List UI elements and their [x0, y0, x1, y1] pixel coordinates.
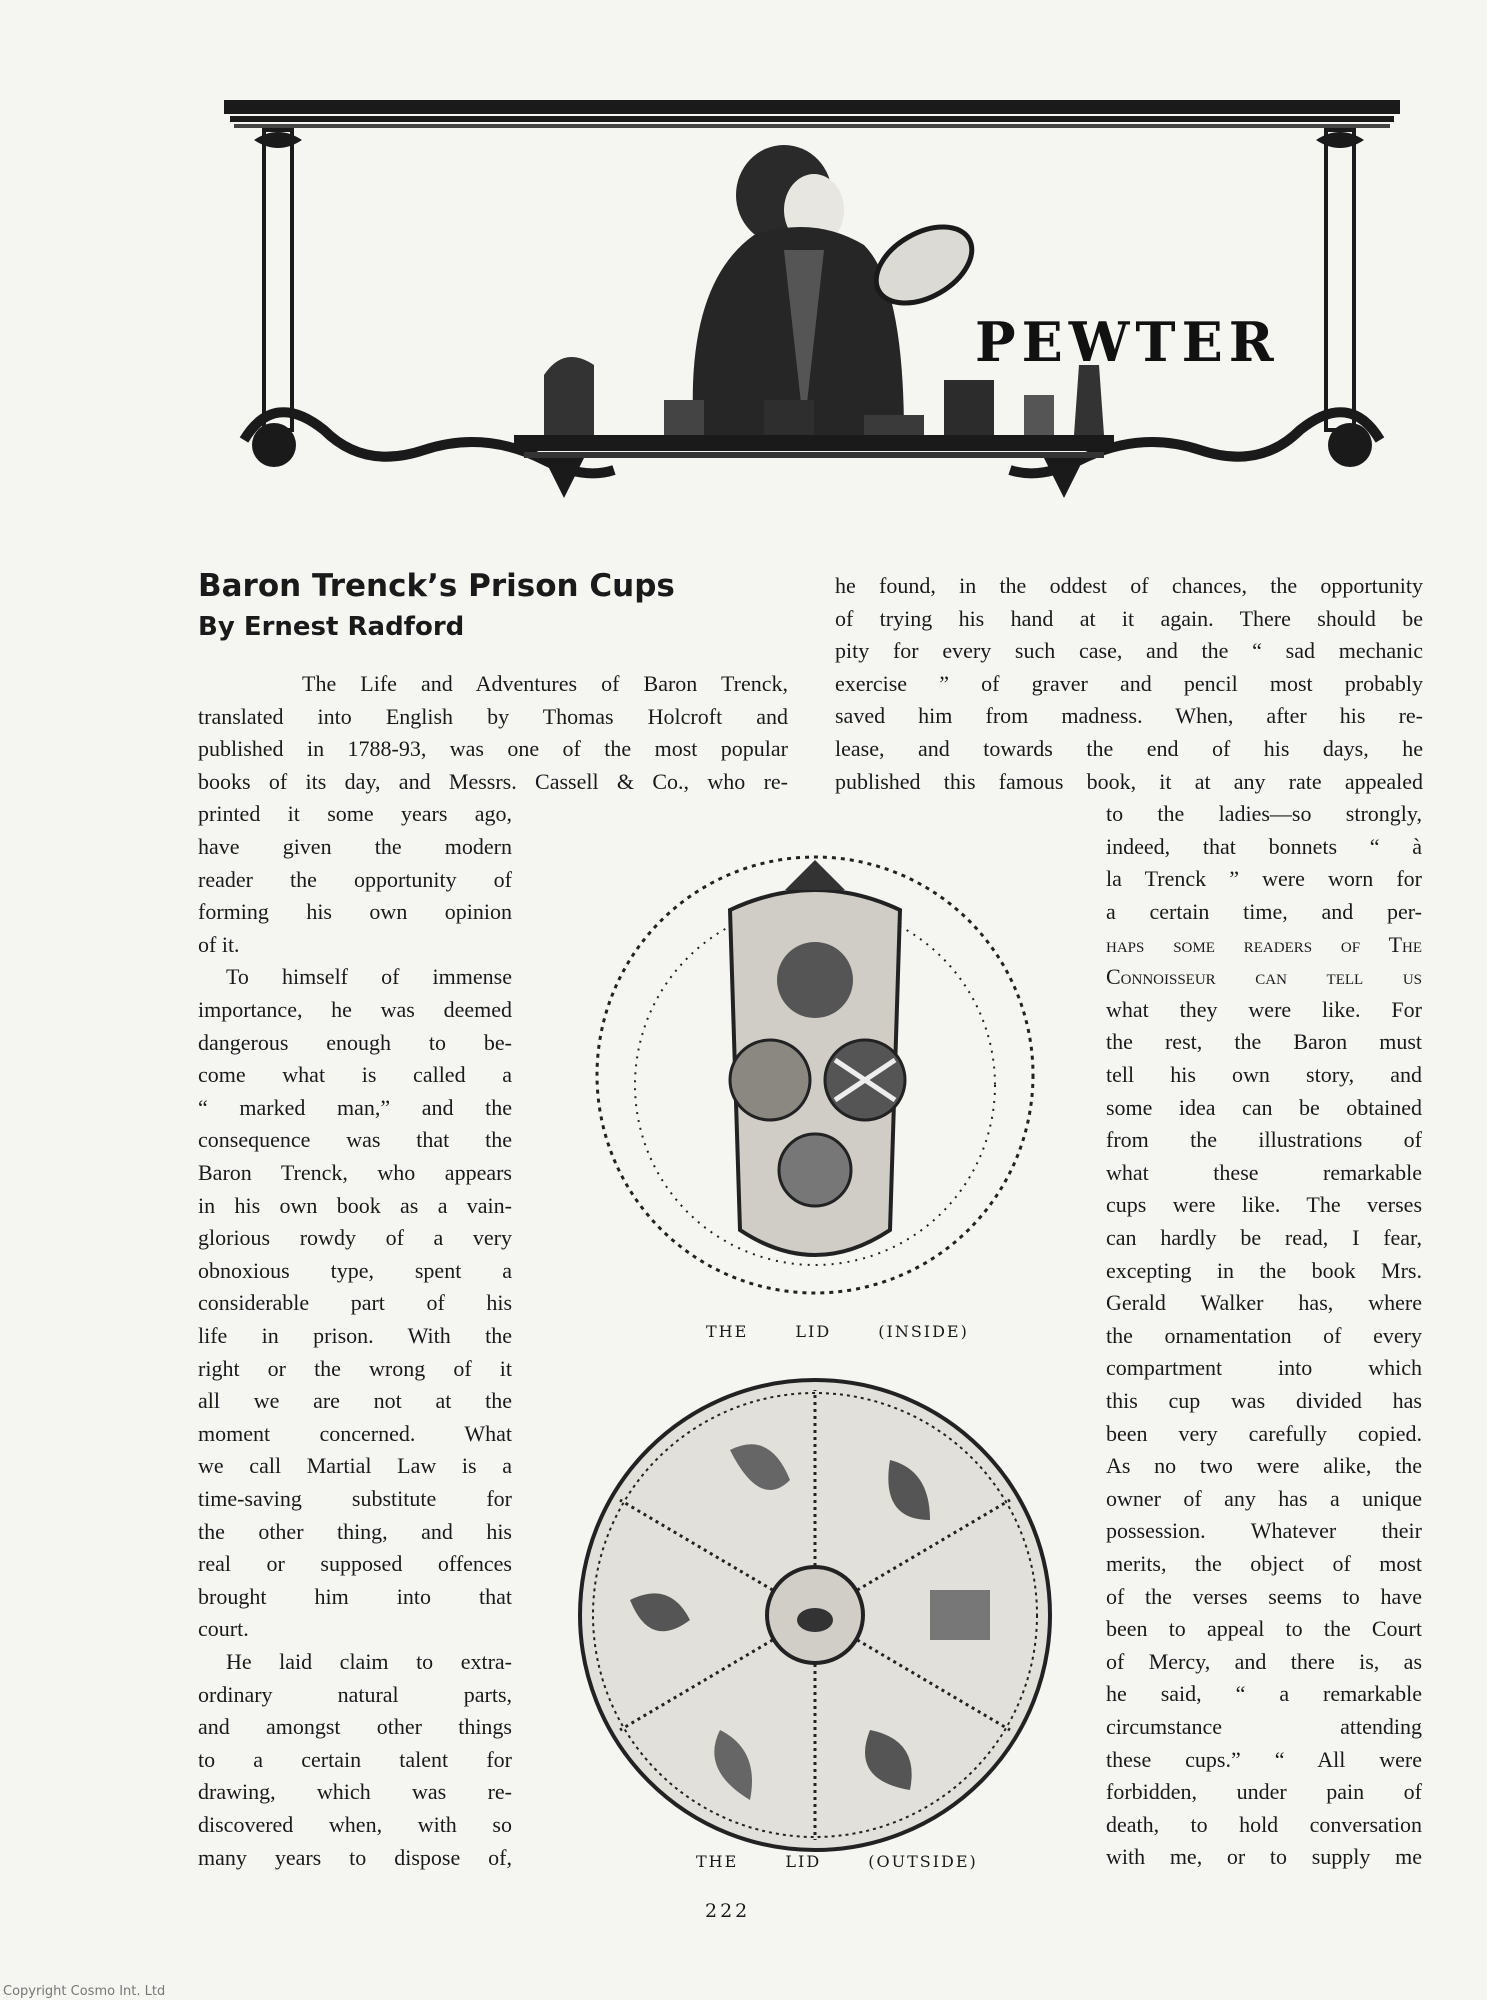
text-line: court.	[198, 1616, 249, 1642]
text-line: forbidden, under pain of	[1106, 1779, 1422, 1805]
text-line: The Life and Adventures of Baron Trenck,	[302, 671, 788, 696]
text-line: of Mercy, and there is, as	[1106, 1648, 1422, 1674]
page-number: 222	[705, 1900, 751, 1922]
text-line: with me, or to supply me	[1106, 1844, 1422, 1870]
text-line: time-saving substitute for	[198, 1486, 512, 1511]
text-line: he found, in the oddest of chances, the opportunity	[835, 573, 1423, 598]
copyright-notice: Copyright Cosmo Int. Ltd	[3, 1984, 166, 1999]
text-line: to a certain talent for	[198, 1746, 512, 1772]
text-line: “ marked man,” and the	[198, 1094, 512, 1120]
text-line: saved him from madness. When, after his re-	[835, 703, 1423, 729]
text-line: translated into English by Thomas Holcroft and	[198, 703, 788, 729]
lid-outside-illustration	[570, 1370, 1060, 1860]
text-line: right or the wrong of it	[198, 1355, 512, 1381]
text-line: reader the opportunity of	[198, 866, 512, 892]
text-line: in his own book as a vain-	[198, 1192, 512, 1218]
text-line: compartment into which	[1106, 1355, 1422, 1381]
text-line: merits, the object of most	[1106, 1551, 1422, 1576]
text-line: to the ladies—so strongly,	[1106, 801, 1422, 827]
lid-inside-illustration	[580, 840, 1050, 1310]
text-line: the rest, the Baron must	[1106, 1029, 1422, 1055]
text-line: the other thing, and his	[198, 1518, 512, 1544]
text-line: published this famous book, it at any rate appealed	[835, 768, 1423, 794]
text-line: indeed, that bonnets “ à	[1106, 833, 1422, 859]
text-line: from the illustrations of	[1106, 1127, 1422, 1153]
text-line: discovered when, with so	[198, 1812, 512, 1837]
lid-outside-caption: THE LID (OUTSIDE)	[696, 1852, 978, 1871]
text-line: owner of any has a unique	[1106, 1485, 1422, 1511]
text-line: been very carefully copied.	[1106, 1420, 1422, 1446]
text-line: and amongst other things	[198, 1714, 512, 1740]
text-line: printed it some years ago,	[198, 801, 512, 827]
text-line: of it.	[198, 931, 240, 957]
text-line: death, to hold conversation	[1106, 1811, 1422, 1837]
text-line: brought him into that	[198, 1583, 512, 1609]
text-line: drawing, which was re-	[198, 1779, 512, 1805]
text-line: la Trenck ” were worn for	[1106, 866, 1422, 892]
text-line: have given the modern	[198, 834, 512, 859]
text-line: haps some readers of The	[1106, 931, 1422, 957]
text-line: moment concerned. What	[198, 1420, 512, 1446]
text-line: Baron Trenck, who appears	[198, 1160, 512, 1185]
text-line: possession. Whatever their	[1106, 1518, 1422, 1544]
text-line: of trying his hand at it again. There should be	[835, 605, 1423, 631]
text-line: lease, and towards the end of his days, he	[835, 736, 1423, 761]
text-line: excepting in the book Mrs.	[1106, 1257, 1422, 1283]
text-line: cups were like. The verses	[1106, 1192, 1422, 1218]
article-byline: By Ernest Radford	[198, 612, 465, 642]
text-line: Gerald Walker has, where	[1106, 1290, 1422, 1316]
text-line: we call Martial Law is a	[198, 1453, 512, 1479]
article-title: Baron Trenck’s Prison Cups	[198, 568, 675, 604]
lid-inside-caption: THE LID (INSIDE)	[706, 1322, 969, 1341]
text-line: some idea can be obtained	[1106, 1094, 1422, 1120]
text-line: a certain time, and per-	[1106, 899, 1422, 924]
text-line: can hardly be read, I fear,	[1106, 1225, 1422, 1250]
text-line: forming his own opinion	[198, 899, 512, 925]
text-line: been to appeal to the Court	[1106, 1616, 1422, 1642]
text-line: exercise ” of graver and pencil most probably	[835, 670, 1423, 696]
text-line: As no two were alike, the	[1106, 1453, 1422, 1479]
text-line: books of its day, and Messrs. Cassell & Co., who re-	[198, 768, 788, 794]
text-line: dangerous enough to be-	[198, 1029, 512, 1055]
text-line: consequence was that the	[198, 1127, 512, 1153]
text-line: He laid claim to extra-	[226, 1649, 512, 1674]
text-line: obnoxious type, spent a	[198, 1257, 512, 1283]
text-line: come what is called a	[198, 1062, 512, 1088]
text-line: tell his own story, and	[1106, 1062, 1422, 1087]
text-line: what they were like. For	[1106, 996, 1422, 1022]
text-line: many years to dispose of,	[198, 1844, 512, 1870]
text-line: real or supposed offences	[198, 1551, 512, 1577]
text-line: the ornamentation of every	[1106, 1322, 1422, 1348]
text-line: glorious rowdy of a very	[198, 1225, 512, 1251]
text-line: published in 1788-93, was one of the most popular	[198, 736, 788, 762]
text-line: pity for every such case, and the “ sad mechanic	[835, 638, 1423, 664]
text-line: of the verses seems to have	[1106, 1583, 1422, 1609]
text-line: circumstance attending	[1106, 1714, 1422, 1739]
text-line: what these remarkable	[1106, 1159, 1422, 1185]
text-line: ordinary natural parts,	[198, 1681, 512, 1707]
text-line: importance, he was deemed	[198, 997, 512, 1022]
text-line: all we are not at the	[198, 1388, 512, 1414]
text-line: Connoisseur can tell us	[1106, 964, 1422, 990]
text-line: he said, “ a remarkable	[1106, 1681, 1422, 1707]
text-line: To himself of immense	[226, 964, 512, 990]
section-title: PEWTER	[975, 310, 1280, 374]
text-line: life in prison. With the	[198, 1323, 512, 1348]
text-line: this cup was divided has	[1106, 1388, 1422, 1413]
text-line: these cups.” “ All were	[1106, 1746, 1422, 1772]
text-line: considerable part of his	[198, 1290, 512, 1316]
